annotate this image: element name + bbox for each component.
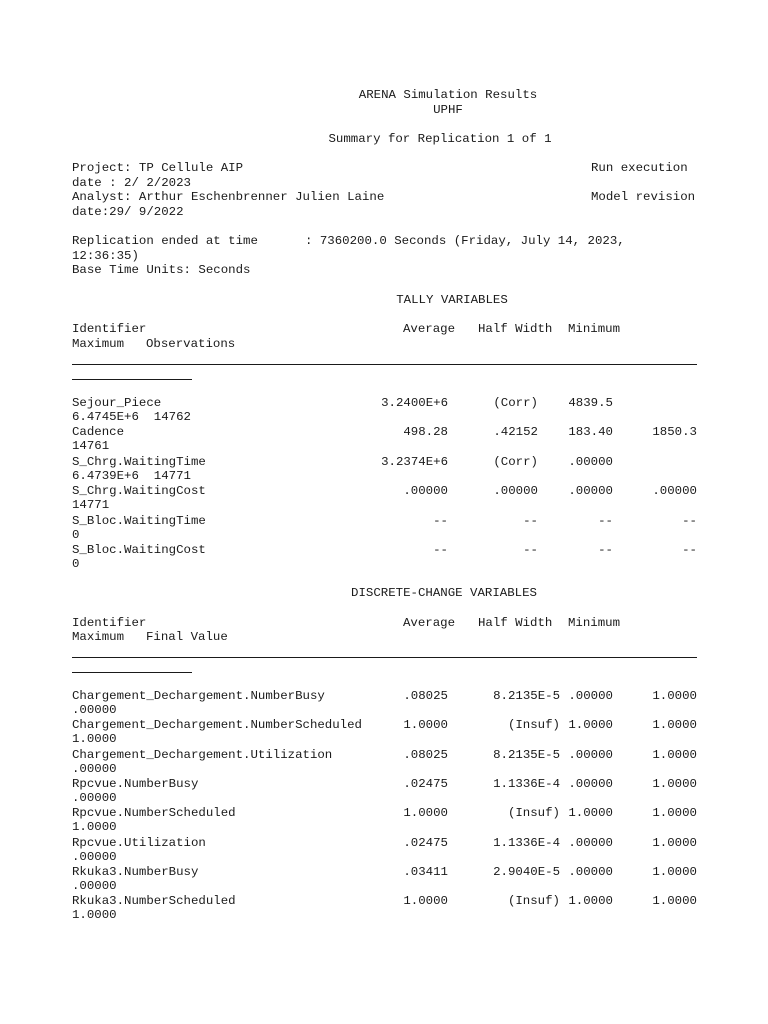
- row-wrapped-values: 6.4745E+6 14762: [72, 410, 191, 424]
- row-identifier: S_Chrg.WaitingTime: [72, 454, 206, 469]
- row-wrapped-values: 0: [72, 527, 80, 542]
- row-maximum: --: [682, 543, 697, 557]
- row-half-width: --: [523, 543, 538, 557]
- tally-divider: [72, 364, 697, 365]
- row-minimum: --: [598, 513, 613, 528]
- row-identifier: Sejour_Piece: [72, 396, 162, 410]
- row-identifier: S_Bloc.WaitingCost: [72, 543, 206, 557]
- replication-ended-time: 12:36:35): [72, 249, 139, 263]
- row-minimum: .00000: [568, 454, 613, 469]
- discrete-col-halfwidth: Half Width: [478, 616, 553, 630]
- row-maximum: 1.0000: [652, 747, 697, 762]
- row-identifier: Rkuka3.NumberBusy: [72, 864, 199, 879]
- tally-heading: TALLY VARIABLES: [396, 293, 508, 307]
- model-revision-label: Model revision: [591, 190, 696, 204]
- row-average: 1.0000: [403, 894, 448, 909]
- row-wrapped-values: .00000: [72, 703, 117, 717]
- row-wrapped-values: .00000: [72, 790, 117, 805]
- tally-col-average: Average: [403, 322, 456, 336]
- discrete-col-minimum: Minimum: [568, 616, 621, 630]
- row-half-width: .42152: [493, 425, 538, 440]
- row-average: .00000: [403, 484, 448, 499]
- discrete-heading: DISCRETE-CHANGE VARIABLES: [351, 586, 537, 600]
- row-minimum: 183.40: [568, 425, 613, 440]
- row-average: .02475: [403, 835, 448, 850]
- tally-col-minimum: Minimum: [568, 322, 621, 336]
- row-half-width: 1.1336E-4: [493, 835, 560, 850]
- row-half-width: 2.9040E-5: [493, 864, 560, 879]
- row-maximum: 1.0000: [652, 718, 697, 733]
- row-average: --: [433, 543, 448, 557]
- row-half-width: 8.2135E-5: [493, 747, 560, 762]
- row-minimum: .00000: [568, 864, 613, 879]
- row-average: .08025: [403, 689, 448, 703]
- row-half-width: (Insuf): [507, 894, 560, 909]
- row-wrapped-values: 14761: [72, 439, 110, 454]
- replication-ended-label: Replication ended at time: [72, 234, 258, 248]
- row-identifier: Chargement_Dechargement.NumberScheduled: [72, 718, 362, 733]
- row-average: 3.2400E+6: [381, 396, 448, 410]
- row-identifier: Cadence: [72, 425, 125, 440]
- row-minimum: .00000: [568, 835, 613, 850]
- row-average: 1.0000: [403, 806, 448, 821]
- row-identifier: Rpcvue.NumberBusy: [72, 776, 199, 791]
- discrete-col-identifier: Identifier: [72, 616, 147, 630]
- row-average: 3.2374E+6: [381, 454, 448, 469]
- row-maximum: 1.0000: [652, 776, 697, 791]
- row-half-width: 1.1336E-4: [493, 776, 560, 791]
- project-line: Project: TP Cellule AIP: [72, 161, 244, 175]
- row-half-width: 8.2135E-5: [493, 689, 560, 703]
- row-half-width: (Insuf): [507, 718, 560, 733]
- row-maximum: 1.0000: [652, 835, 697, 850]
- row-average: 498.28: [403, 425, 448, 440]
- row-average: 1.0000: [403, 718, 448, 733]
- row-minimum: .00000: [568, 747, 613, 762]
- discrete-divider-wrap: [72, 672, 192, 673]
- row-wrapped-values: 14771: [72, 498, 110, 513]
- row-minimum: 1.0000: [568, 718, 613, 733]
- report-title: ARENA Simulation Results: [358, 88, 538, 102]
- row-identifier: S_Chrg.WaitingCost: [72, 484, 206, 499]
- row-minimum: 4839.5: [568, 396, 613, 410]
- tally-col-observations: Observations: [146, 337, 236, 351]
- replication-summary: Summary for Replication 1 of 1: [328, 132, 552, 146]
- tally-divider-wrap: [72, 379, 192, 380]
- row-maximum: 1.0000: [652, 864, 697, 879]
- row-wrapped-values: 1.0000: [72, 908, 117, 923]
- row-minimum: --: [598, 543, 613, 557]
- row-maximum: 1.0000: [652, 806, 697, 821]
- row-identifier: Chargement_Dechargement.NumberBusy: [72, 689, 325, 703]
- discrete-divider: [72, 657, 697, 658]
- row-maximum: .00000: [652, 484, 697, 499]
- discrete-col-average: Average: [403, 616, 456, 630]
- run-date: date : 2/ 2/2023: [72, 176, 191, 190]
- row-half-width: (Corr): [493, 454, 538, 469]
- row-identifier: Rpcvue.NumberScheduled: [72, 806, 236, 821]
- analyst-line: Analyst: Arthur Eschenbrenner Julien Laine: [72, 190, 385, 204]
- row-wrapped-values: .00000: [72, 849, 117, 864]
- row-half-width: (Corr): [493, 396, 538, 410]
- row-minimum: .00000: [568, 484, 613, 499]
- row-minimum: .00000: [568, 776, 613, 791]
- model-date: date:29/ 9/2022: [72, 205, 184, 219]
- row-maximum: 1.0000: [652, 894, 697, 909]
- row-identifier: Chargement_Dechargement.Utilization: [72, 747, 333, 762]
- discrete-col-maximum: Maximum: [72, 630, 125, 644]
- row-wrapped-values: .00000: [72, 761, 117, 776]
- row-half-width: (Insuf): [507, 806, 560, 821]
- row-half-width: .00000: [493, 484, 538, 499]
- base-time-units: Base Time Units: Seconds: [72, 263, 251, 277]
- row-average: --: [433, 513, 448, 528]
- row-average: .03411: [403, 864, 448, 879]
- row-wrapped-values: .00000: [72, 878, 117, 893]
- row-maximum: 1850.3: [652, 425, 697, 440]
- row-identifier: Rkuka3.NumberScheduled: [72, 894, 236, 909]
- row-wrapped-values: 1.0000: [72, 820, 117, 835]
- row-half-width: --: [523, 513, 538, 528]
- row-minimum: .00000: [568, 689, 613, 703]
- tally-col-halfwidth: Half Width: [478, 322, 553, 336]
- row-wrapped-values: 6.4739E+6 14771: [72, 468, 191, 483]
- row-maximum: --: [682, 513, 697, 528]
- report-org: UPHF: [433, 103, 463, 117]
- row-identifier: Rpcvue.Utilization: [72, 835, 206, 850]
- row-wrapped-values: 1.0000: [72, 732, 117, 747]
- replication-ended-value: : 7360200.0 Seconds (Friday, July 14, 2023,: [305, 234, 625, 248]
- row-average: .02475: [403, 776, 448, 791]
- row-average: .08025: [403, 747, 448, 762]
- row-maximum: 1.0000: [652, 689, 697, 703]
- tally-col-maximum: Maximum: [72, 337, 125, 351]
- row-wrapped-values: 0: [72, 557, 80, 571]
- row-identifier: S_Bloc.WaitingTime: [72, 513, 206, 528]
- row-minimum: 1.0000: [568, 806, 613, 821]
- row-minimum: 1.0000: [568, 894, 613, 909]
- run-execution-label: Run execution: [591, 161, 688, 175]
- tally-col-identifier: Identifier: [72, 322, 147, 336]
- discrete-col-final-value: Final Value: [146, 630, 228, 644]
